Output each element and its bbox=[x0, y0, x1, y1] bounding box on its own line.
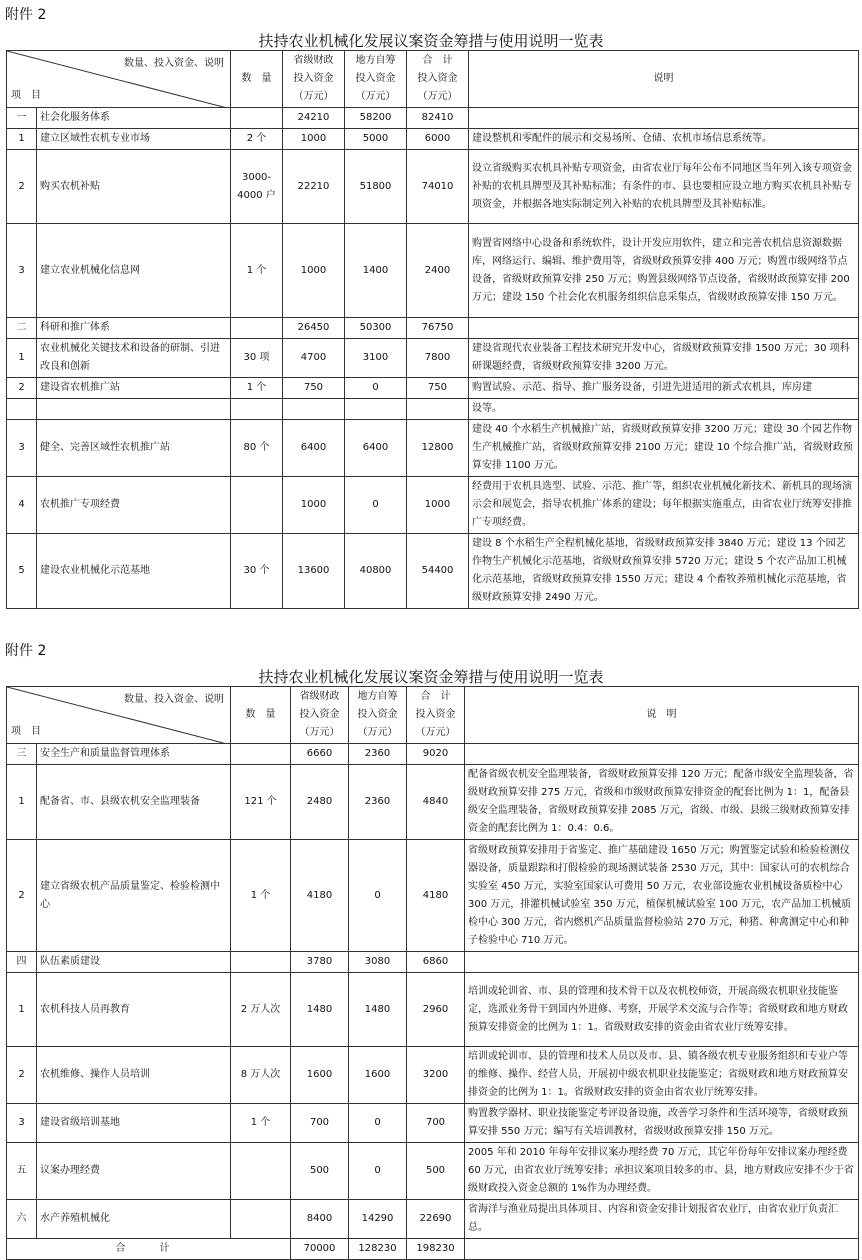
row-desc: 培训或轮训省、市、县的管理和技术骨干以及农机校师资，开展高级农机职业技能鉴定，选派业务骨干到国内外进修、考察，开展学术交流与合作等；省级财政和地方财政预算安排资金的比例为 1：1。省级财政安排的资金由省农业厅统筹安排。 bbox=[465, 973, 859, 1047]
table-row bbox=[7, 420, 859, 477]
row-prov: 13600 bbox=[283, 534, 345, 609]
attachment-label: 附件 2 bbox=[5, 643, 47, 659]
row-name: 社会化服务体系 bbox=[37, 108, 231, 129]
row-no: 1 bbox=[7, 973, 37, 1047]
row-name: 安全生产和质量监督管理体系 bbox=[37, 744, 231, 765]
row-name: 科研和推广体系 bbox=[37, 318, 231, 339]
row-desc: 建设整机和零配件的展示和交易场所、仓储、农机市场信息系统等。 bbox=[469, 129, 859, 150]
table-row bbox=[7, 399, 859, 420]
row-prov: 3780 bbox=[291, 952, 349, 973]
row-no: 五 bbox=[7, 1143, 37, 1200]
row-total: 74010 bbox=[407, 150, 469, 224]
row-local: 50300 bbox=[345, 318, 407, 339]
header-total: 合 计 投入资金 （万元） bbox=[407, 687, 465, 744]
table-title: 扶持农业机械化发展议案资金筹措与使用说明一览表 bbox=[258, 668, 604, 686]
grand-total-desc bbox=[465, 1239, 859, 1260]
row-prov: 22210 bbox=[283, 150, 345, 224]
table-row bbox=[7, 973, 859, 1047]
row-prov: 4180 bbox=[291, 840, 349, 952]
table-row bbox=[7, 150, 859, 224]
row-name: 水产养殖机械化 bbox=[37, 1200, 231, 1239]
row-total: 2400 bbox=[407, 224, 469, 318]
row-desc: 配备省级农机安全监理装备，省级财政预算安排 120 万元；配备市级安全监理装备，省级财政预算安排 275 万元，省级和市级财政预算安排资金的配套比例为 1：1，配备县级安全监理装备，省级财政预算安排 2085 万元，省级、市级、县级三级财政预算安排资金的配套比例为 1：0.4：0.6。 bbox=[465, 765, 859, 840]
row-total: 12800 bbox=[407, 420, 469, 477]
row-no: 2 bbox=[7, 150, 37, 224]
row-no: 4 bbox=[7, 477, 37, 534]
row-qty: 2 万人次 bbox=[231, 973, 291, 1047]
row-total: 9020 bbox=[407, 744, 465, 765]
row-total: 7800 bbox=[407, 339, 469, 378]
row-local: 1600 bbox=[349, 1047, 407, 1104]
row-name: 建立农业机械化信息网 bbox=[37, 224, 231, 318]
row-desc: 省级财政预算安排用于省鉴定、推广基础建设 1650 万元；购置鉴定试验和检验检测仪器设备，质量跟踪和打假检验的现场测试装备 2530 万元，其中：国家认可的农机综合实验室 450 万元，实验室国家认可费用 50 万元，农业部设施农业机械设备质检中心 300 万元，排灌机械试验室 350 万元，植保机械试验室 100 万元，农产品加工机械质检中心 300 万元，省内燃机产品质量监督检验站 270 万元，种猪、种禽测定中心和种子检验中心 710 万元。 bbox=[465, 840, 859, 952]
row-total: 82410 bbox=[407, 108, 469, 129]
row-desc: 购置省网络中心设备和系统软件，设计开发应用软件，建立和完善农机信息资源数据库，网络运行、编辑、维护费用等，省级财政预算安排 400 万元；购置市级网络节点设备，省级财政预算安排 250 万元；购置县级网络节点设备，省级财政预算安排 200 万元；建设 150 个社会化农机服务组织信息采集点，省级财政预算安排 150 万元。 bbox=[469, 224, 859, 318]
row-total: 750 bbox=[407, 378, 469, 399]
attachment-label: 附件 2 bbox=[5, 7, 47, 23]
header-quantity: 数 量 bbox=[231, 51, 283, 108]
row-qty bbox=[231, 477, 283, 534]
header-row bbox=[7, 687, 859, 744]
table-row bbox=[7, 1200, 859, 1239]
row-no: 二 bbox=[7, 318, 37, 339]
table-row bbox=[7, 339, 859, 378]
row-prov: 24210 bbox=[283, 108, 345, 129]
row-qty: 2 个 bbox=[231, 129, 283, 150]
row-qty bbox=[231, 318, 283, 339]
row-prov: 2480 bbox=[291, 765, 349, 840]
row-local: 14290 bbox=[349, 1200, 407, 1239]
row-qty: 3000-4000 户 bbox=[231, 150, 283, 224]
row-desc bbox=[469, 108, 859, 129]
row-prov: 6400 bbox=[283, 420, 345, 477]
row-desc: 购置教学器材、职业技能鉴定考评设备设施，改善学习条件和生活环境等，省级财政预算安排 550 万元；编写有关培训教材，省级财政预算安排 150 万元。 bbox=[465, 1104, 859, 1143]
row-name bbox=[37, 399, 231, 420]
row-local: 58200 bbox=[345, 108, 407, 129]
row-desc: 2005 年和 2010 年每年安排议案办理经费 70 万元，其它年份每年安排议案办理经费 60 万元，由省农业厅统筹安排；承担议案项目较多的市、县，地方财政应安排不少于省级财政投入资金总额的 1%作为办理经费。 bbox=[465, 1143, 859, 1200]
table-row bbox=[7, 534, 859, 609]
row-local: 1480 bbox=[349, 973, 407, 1047]
row-desc: 建设 8 个水稻生产全程机械化基地，省级财政预算安排 3840 万元；建设 13 个园艺作物生产机械化示范基地，省级财政预算安排 5720 万元；建设 5 个农产品加工机械化示范基地，省级财政预算安排 1550 万元；建设 4 个畜牧养殖机械化示范基地，省级财政预算安排 2490 万元。 bbox=[469, 534, 859, 609]
row-qty bbox=[231, 108, 283, 129]
row-no: 3 bbox=[7, 420, 37, 477]
row-desc: 培训或轮训市、县的管理和技术人员以及市、县、镇各级农机专业服务组织和专业户等的维修、操作、经营人员，开展初中级农机职业技能鉴定；省级财政和地方财政预算安排资金的比例为 1：1。省级财政安排的资金由省农业厅统筹安排。 bbox=[465, 1047, 859, 1104]
row-local: 0 bbox=[345, 378, 407, 399]
row-prov: 26450 bbox=[283, 318, 345, 339]
header-local: 地方自筹 投入资金 （万元） bbox=[349, 687, 407, 744]
row-total: 4180 bbox=[407, 840, 465, 952]
row-name: 队伍素质建设 bbox=[37, 952, 231, 973]
diag-bottom-label: 项 目 bbox=[11, 90, 41, 101]
grand-total-label: 合 计 bbox=[7, 1239, 291, 1260]
row-name: 购买农机补贴 bbox=[37, 150, 231, 224]
row-name: 健全、完善区域性农机推广站 bbox=[37, 420, 231, 477]
row-total: 6000 bbox=[407, 129, 469, 150]
row-local: 3100 bbox=[345, 339, 407, 378]
row-qty: 30 个 bbox=[231, 534, 283, 609]
row-total bbox=[407, 399, 469, 420]
row-total: 6860 bbox=[407, 952, 465, 973]
header-local: 地方自筹 投入资金 （万元） bbox=[345, 51, 407, 108]
diagonal-header-cell bbox=[7, 687, 231, 744]
row-local: 1400 bbox=[345, 224, 407, 318]
row-name: 农业机械化关键技术和设备的研制、引进改良和创新 bbox=[37, 339, 231, 378]
row-total: 4840 bbox=[407, 765, 465, 840]
row-local: 40800 bbox=[345, 534, 407, 609]
row-name: 建设农业机械化示范基地 bbox=[37, 534, 231, 609]
row-qty bbox=[231, 1143, 291, 1200]
row-local: 0 bbox=[349, 1143, 407, 1200]
diag-top-label: 数量、投入资金、说明 bbox=[124, 58, 224, 69]
row-qty bbox=[231, 952, 291, 973]
row-prov: 700 bbox=[291, 1104, 349, 1143]
grand-total-row bbox=[7, 1239, 859, 1260]
funding-table bbox=[6, 50, 859, 609]
row-local: 0 bbox=[349, 840, 407, 952]
row-prov: 1000 bbox=[283, 477, 345, 534]
row-local: 2360 bbox=[349, 765, 407, 840]
row-no: 2 bbox=[7, 840, 37, 952]
row-total: 500 bbox=[407, 1143, 465, 1200]
row-name: 配备省、市、县级农机安全监理装备 bbox=[37, 765, 231, 840]
row-qty: 121 个 bbox=[231, 765, 291, 840]
row-prov: 1600 bbox=[291, 1047, 349, 1104]
row-name: 议案办理经费 bbox=[37, 1143, 231, 1200]
row-total: 700 bbox=[407, 1104, 465, 1143]
row-name: 建立省级农机产品质量鉴定、检验检测中心 bbox=[37, 840, 231, 952]
row-prov: 8400 bbox=[291, 1200, 349, 1239]
table-row bbox=[7, 1104, 859, 1143]
row-no: 3 bbox=[7, 1104, 37, 1143]
row-name: 建设省级培训基地 bbox=[37, 1104, 231, 1143]
row-no: 1 bbox=[7, 339, 37, 378]
table-row bbox=[7, 477, 859, 534]
table-row bbox=[7, 765, 859, 840]
row-desc: 设等。 bbox=[469, 399, 859, 420]
row-no: 2 bbox=[7, 1047, 37, 1104]
row-qty bbox=[231, 1200, 291, 1239]
table-row bbox=[7, 1047, 859, 1104]
funding-table bbox=[6, 686, 859, 1260]
row-prov: 4700 bbox=[283, 339, 345, 378]
row-prov: 6660 bbox=[291, 744, 349, 765]
row-qty: 1 个 bbox=[231, 840, 291, 952]
row-name: 建设省农机推广站 bbox=[37, 378, 231, 399]
row-desc: 购置试验、示范、指导、推广服务设备，引进先进适用的新式农机具，库房建 bbox=[469, 378, 859, 399]
row-no: 六 bbox=[7, 1200, 37, 1239]
header-row bbox=[7, 51, 859, 108]
row-desc bbox=[469, 318, 859, 339]
row-desc: 省海洋与渔业局提出具体项目、内容和资金安排计划报省农业厅，由省农业厅负责汇总。 bbox=[465, 1200, 859, 1239]
row-prov: 1480 bbox=[291, 973, 349, 1047]
row-local: 6400 bbox=[345, 420, 407, 477]
row-local: 3080 bbox=[349, 952, 407, 973]
row-qty: 80 个 bbox=[231, 420, 283, 477]
row-prov: 1000 bbox=[283, 129, 345, 150]
table-row bbox=[7, 378, 859, 399]
table-row bbox=[7, 1143, 859, 1200]
row-local: 0 bbox=[349, 1104, 407, 1143]
header-total: 合 计 投入资金 （万元） bbox=[407, 51, 469, 108]
header-quantity: 数 量 bbox=[231, 687, 291, 744]
row-name: 农机科技人员再教育 bbox=[37, 973, 231, 1047]
grand-total-prov: 70000 bbox=[291, 1239, 349, 1260]
row-desc: 设立省级购买农机具补贴专项资金，由省农业厅每年公布不同地区当年列入该专项资金补贴的农机具牌型及其补贴标准；有条件的市、县也要相应设立地方购买农机具补贴专项资金，并根据各地实际制定列入补贴的农机具牌型及其补贴标准。 bbox=[469, 150, 859, 224]
diag-top-label: 数量、投入资金、说明 bbox=[124, 694, 224, 705]
row-qty: 1 个 bbox=[231, 378, 283, 399]
header-provincial: 省级财政 投入资金 （万元） bbox=[291, 687, 349, 744]
row-total: 2960 bbox=[407, 973, 465, 1047]
grand-total-total: 198230 bbox=[407, 1239, 465, 1260]
row-name: 农机推广专项经费 bbox=[37, 477, 231, 534]
table-title: 扶持农业机械化发展议案资金筹措与使用说明一览表 bbox=[258, 32, 604, 50]
grand-total-local: 128230 bbox=[349, 1239, 407, 1260]
row-no: 三 bbox=[7, 744, 37, 765]
row-no: 1 bbox=[7, 765, 37, 840]
row-qty: 1 个 bbox=[231, 1104, 291, 1143]
row-no bbox=[7, 399, 37, 420]
row-total: 3200 bbox=[407, 1047, 465, 1104]
row-desc bbox=[465, 744, 859, 765]
row-name: 建立区域性农机专业市场 bbox=[37, 129, 231, 150]
header-description: 说明 bbox=[469, 51, 859, 108]
diagonal-header-cell bbox=[7, 51, 231, 108]
row-no: 2 bbox=[7, 378, 37, 399]
row-total: 1000 bbox=[407, 477, 469, 534]
row-desc: 建设省现代农业装备工程技术研究开发中心，省级财政预算安排 1500 万元；30 项科研课题经费，省级财政预算安排 3200 万元。 bbox=[469, 339, 859, 378]
row-qty bbox=[231, 744, 291, 765]
row-qty bbox=[231, 399, 283, 420]
header-description: 说 明 bbox=[465, 687, 859, 744]
row-qty: 8 万人次 bbox=[231, 1047, 291, 1104]
table-row bbox=[7, 744, 859, 765]
row-total: 76750 bbox=[407, 318, 469, 339]
row-desc bbox=[465, 952, 859, 973]
row-qty: 1 个 bbox=[231, 224, 283, 318]
row-local: 2360 bbox=[349, 744, 407, 765]
row-total: 22690 bbox=[407, 1200, 465, 1239]
row-total: 54400 bbox=[407, 534, 469, 609]
row-no: 一 bbox=[7, 108, 37, 129]
row-no: 1 bbox=[7, 129, 37, 150]
table-row bbox=[7, 224, 859, 318]
table-row bbox=[7, 129, 859, 150]
row-no: 5 bbox=[7, 534, 37, 609]
row-desc: 经费用于农机具选型、试验、示范、推广等，组织农业机械化新技术、新机具的现场演示会和展览会，指导农机推广体系的建设；每年根据实施重点，由省农业厅统筹安排推广专项经费。 bbox=[469, 477, 859, 534]
row-no: 3 bbox=[7, 224, 37, 318]
row-prov: 1000 bbox=[283, 224, 345, 318]
row-qty: 30 项 bbox=[231, 339, 283, 378]
row-local: 0 bbox=[345, 477, 407, 534]
row-name: 农机维修、操作人员培训 bbox=[37, 1047, 231, 1104]
table-row bbox=[7, 318, 859, 339]
row-desc: 建设 40 个水稻生产机械推广站，省级财政预算安排 3200 万元；建设 30 个园艺作物生产机械推广站，省级财政预算安排 2100 万元；建设 10 个综合推广站，省级财政预算安排 1100 万元。 bbox=[469, 420, 859, 477]
diag-bottom-label: 项 目 bbox=[11, 726, 41, 737]
table-row bbox=[7, 108, 859, 129]
row-prov: 750 bbox=[283, 378, 345, 399]
row-local: 51800 bbox=[345, 150, 407, 224]
table-row bbox=[7, 952, 859, 973]
row-no: 四 bbox=[7, 952, 37, 973]
table-row bbox=[7, 840, 859, 952]
row-local bbox=[345, 399, 407, 420]
header-provincial: 省级财政 投入资金 （万元） bbox=[283, 51, 345, 108]
row-prov bbox=[283, 399, 345, 420]
row-local: 5000 bbox=[345, 129, 407, 150]
row-prov: 500 bbox=[291, 1143, 349, 1200]
